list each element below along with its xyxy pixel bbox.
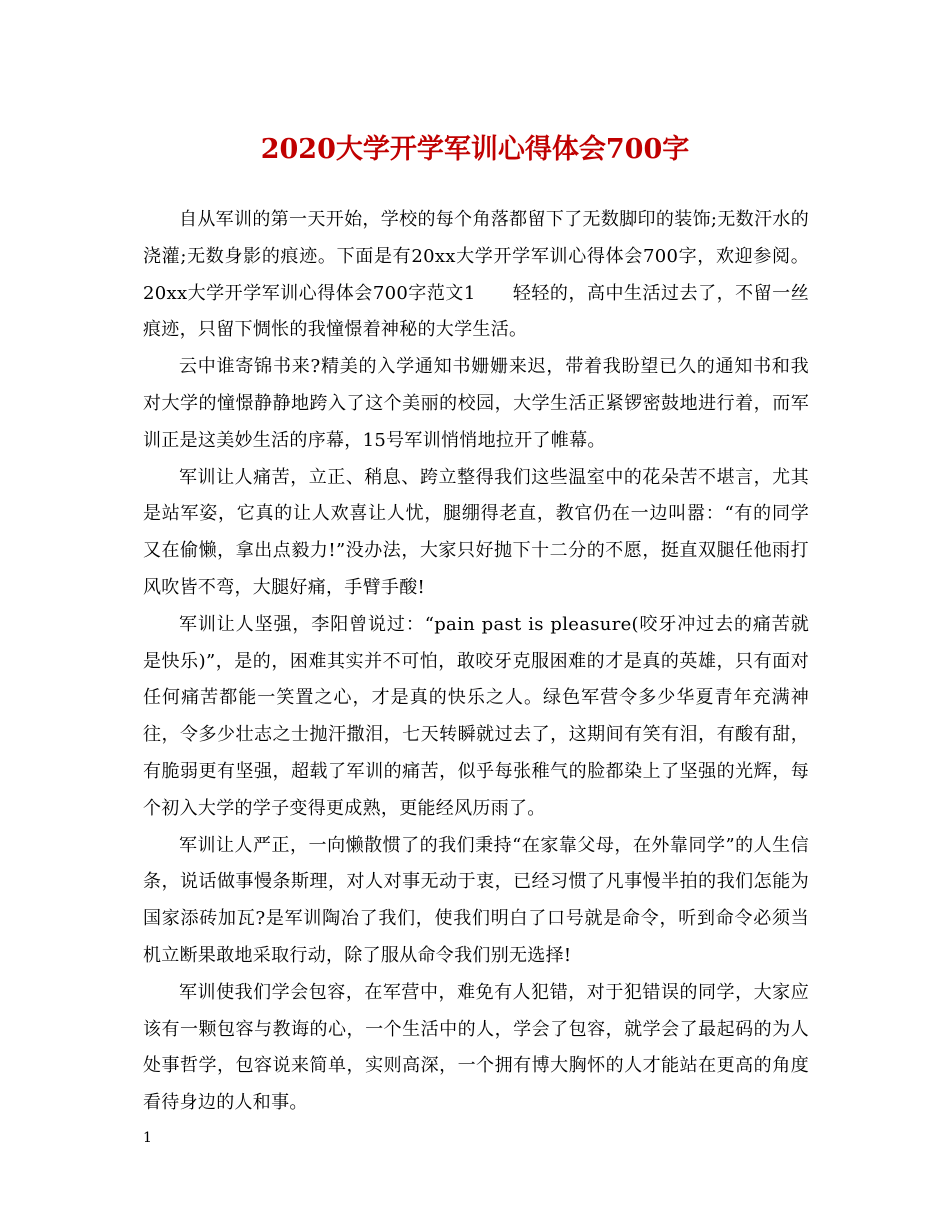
paragraph: 军训让人严正，一向懒散惯了的我们秉持“在家靠父母，在外靠同学”的人生信条，说话做事慢条斯理，对人对事无动于衷，已经习惯了凡事慢半拍的我们怎能为国家添砖加瓦?是军训陶冶了我们，使我们明白了口号就是命令，听到命令必须当机立断果敢地采取行动，除了服从命令我们别无选择! [143, 834, 809, 966]
paragraph: 云中谁寄锦书来?精美的入学通知书姗姗来迟，带着我盼望已久的通知书和我对大学的憧憬静静地跨入了这个美丽的校园，大学生活正紧锣密鼓地进行着，而军训正是这美妙生活的序幕，15号军训悄悄地拉开了帷幕。 [143, 356, 809, 451]
paragraph: 军训让人坚强，李阳曾说过：“pain past is pleasure(咬牙冲过去的痛苦就是快乐)”，是的，困难其实并不可怕，敢咬牙克服困难的才是真的英雄，只有面对任何痛苦都能一笑置之心，才是真的快乐之人。绿色军营令多少华夏青年充满神往，令多少壮志之士抛汗撒泪，七天转瞬就过去了，这期间有笑有泪，有酸有甜，有脆弱更有坚强，超载了军训的痛苦，似乎每张稚气的脸都染上了坚强的光辉，每个初入大学的学子变得更成熟，更能经风历雨了。 [143, 613, 809, 819]
document-title: 2020大学开学军训心得体会700字 [260, 134, 690, 165]
page-number: 1 [143, 1130, 152, 1146]
paragraph: 军训让人痛苦，立正、稍息、跨立整得我们这些温室中的花朵苦不堪言，尤其是站军姿，它真的让人欢喜让人忧，腿绷得老直，教官仍在一边叫嚣：“有的同学又在偷懒，拿出点毅力!”没办法，大家只好抛下十二分的不愿，挺直双腿任他雨打风吹皆不弯，大腿好痛，手臂手酸! [143, 466, 809, 598]
paragraph: 自从军训的第一天开始，学校的每个角落都留下了无数脚印的装饰;无数汗水的浇灌;无数身影的痕迹。下面是有20xx大学开学军训心得体会700字，欢迎参阅。20xx大学开学军训心得体会700字范文1 轻轻的，高中生活过去了，不留一丝痕迹，只留下惆怅的我憧憬着神秘的大学生活。 [143, 209, 809, 341]
paragraph: 军训使我们学会包容，在军营中，难免有人犯错，对于犯错误的同学，大家应该有一颗包容与教诲的心，一个生活中的人，学会了包容，就学会了最起码的为人处事哲学，包容说来简单，实则高深，一个拥有博大胸怀的人才能站在更高的角度看待身边的人和事。 [143, 981, 809, 1114]
document-body [143, 202, 809, 1122]
